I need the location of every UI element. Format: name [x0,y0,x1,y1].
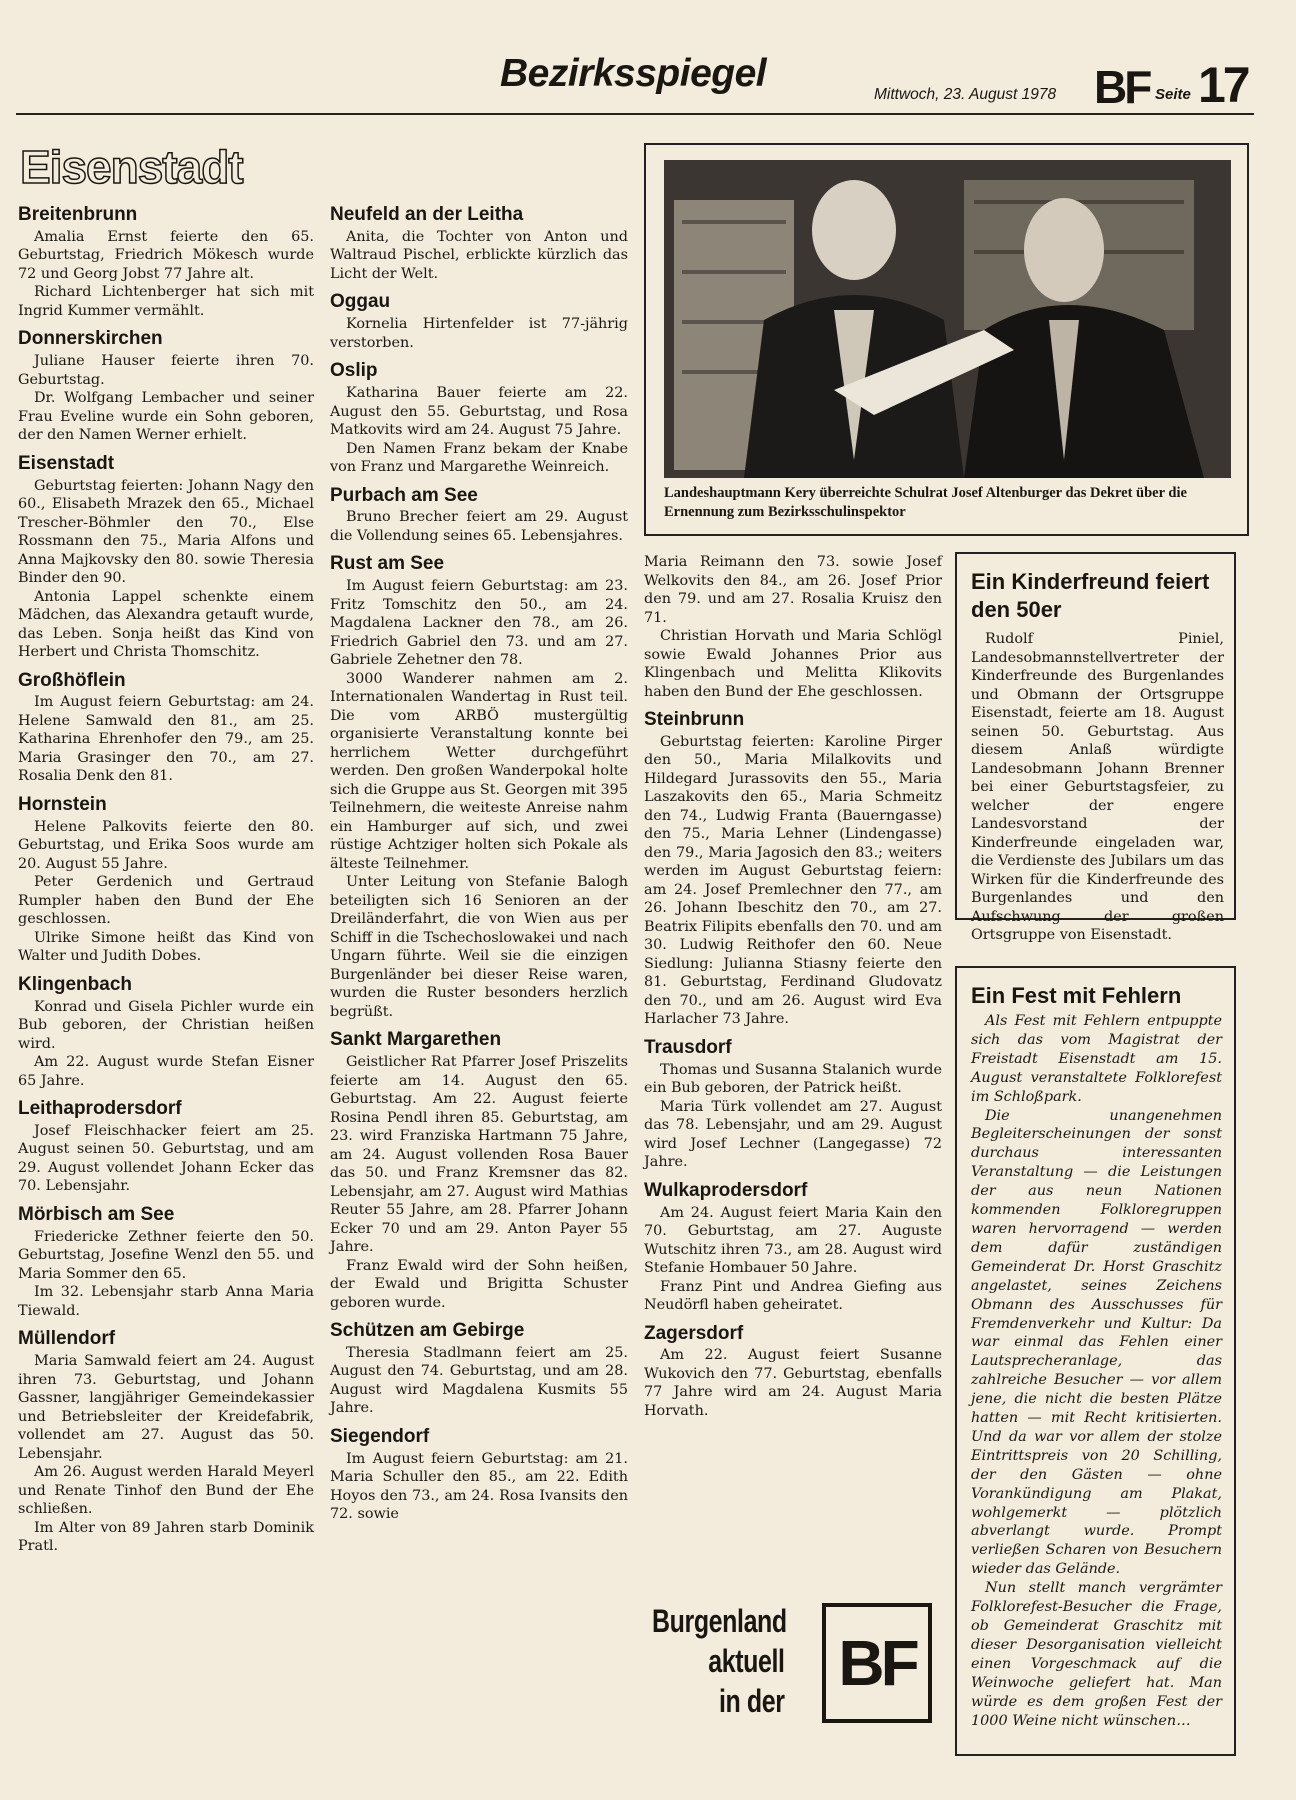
news-section-mörbisch-am-see [18,1204,314,1320]
section-paragraph: Im Alter von 89 Jahren starb Dominik Pratl. [18,1519,314,1555]
section-paragraph: Christian Horvath und Maria Schlögl sowie Ewald Johannes Prior aus Klingenbach und Melitta Klikovits haben den Bund der Ehe geschlossen. [644,628,942,700]
section-heading: Trausdorf [644,1036,732,1058]
section-heading: Zagersdorf [644,1322,744,1344]
news-section-purbach-am-see [330,485,628,546]
section-paragraph: Konrad und Gisela Pichler wurde ein Bub geboren, der Christian heißen wird. [18,998,314,1052]
section-heading: Donnerskirchen [18,328,163,350]
ad-line: in der [718,1683,785,1719]
section-paragraph: Am 22. August wurde Stefan Eisner 65 Jahre. [18,1054,314,1089]
news-section-continued [644,553,942,701]
news-section-leithaprodersdorf [18,1098,314,1196]
section-heading: Wulkaprodersdorf [644,1179,808,1201]
news-section-donnerskirchen [18,328,314,444]
news-section-großhöflein [18,670,314,786]
photo-box [644,143,1249,536]
advertisement [644,1601,940,1731]
section-heading: Schützen am Gebirge [330,1320,525,1342]
section-paragraph: Maria Samwald feiert am 24. August ihren 73. Geburtstag, und Johann Gassner, langjähriger Gemeindekassier und Betriebsleiter der Kreidefabrik, vollendet am 27. August das 50. Lebensjahr. [18,1353,314,1462]
section-heading: Rust am See [330,553,445,575]
section-paragraph: Dr. Wolfgang Lembacher und seiner Frau Eveline wurde ein Sohn geboren, der den Namen Werner erhielt. [18,390,314,444]
region-title: Eisenstadt [20,141,243,193]
column-3 [644,553,942,1428]
news-section-sankt-margarethen [330,1029,628,1312]
section-paragraph: Franz Ewald wird der Sohn heißen, der Ewald und Brigitta Schuster geboren wurde. [330,1257,628,1311]
section-paragraph: Maria Reimann den 73. sowie Josef Welkovits den 84., am 26. Josef Prior den 79. und am 27. Rosalia Kruisz den 71. [644,554,942,626]
section-paragraph: Den Namen Franz bekam der Knabe von Franz und Margarethe Weinreich. [330,440,628,476]
section-paragraph: Richard Lichtenberger hat sich mit Ingrid Kummer vermählt. [18,284,314,319]
fest-paragraph: Als Fest mit Fehlern entpuppte sich das vom Magistrat der Freistadt Eisenstadt am 15. August veranstaltete Folklorefest im Schloßpark. [971,1013,1222,1105]
section-paragraph: Unter Leitung von Stefanie Balogh beteiligten sich 16 Senioren an der Dreiländerfahrt, die von Wien aus per Schiff in die Tschechoslowakei und nach Ungarn führte. Weil sie die einzigen Burgenländer bei dieser Reise waren, wurden die Ruster besonders herzlich begrüßt. [330,874,628,1020]
section-paragraph: Am 26. August werden Harald Meyerl und Renate Tinhof den Bund der Ehe schließen. [18,1464,314,1518]
section-paragraph: Im 32. Lebensjahr starb Anna Maria Tiewald. [18,1284,314,1319]
kinderfreund-box [955,552,1236,943]
section-heading: Purbach am See [330,484,478,506]
page-number: 17 [1198,57,1248,113]
section-title: Bezirksspiegel [500,52,767,95]
section-paragraph: Josef Fleischhacker feiert am 25. August seinen 50. Geburtstag, und am 29. August vollendet Johann Ecker das 70. Lebensjahr. [18,1122,314,1195]
section-heading: Oggau [330,291,391,313]
news-section-breitenbrunn [18,204,314,320]
fest-title: Ein Fest mit Fehlern [971,983,1182,1008]
section-paragraph: Geburtstag feierten: Karoline Pirger den 50., Maria Milalkovits und Hildegard Jurassovits den 55., Maria Laszakovits den 65., Maria Schmeitz den 74., Ludwig Franta (Bauerngasse) den 75., Maria Lehner (Lindengasse) den 79., Maria Jagosich den 83.; weiters werden im August Geburtstag feiern: am 24. Josef Premlechner den 77., am 26. Johann Ibeschitz den 70., am 27. Beatrix Filipits ebenfalls den 70. und am 30. Ludwig Reithofer den 60. Neue Siedlung: Julianna Stiasny feierte den 81. Geburtstag, Ferdinand Gludovatz den 70., und am 26. August wird Eva Harlacher 73 Jahre. [644,733,942,1028]
section-paragraph: Franz Pint und Andrea Giefing aus Neudörfl haben geheiratet. [644,1278,942,1314]
section-paragraph: Antonia Lappel schenkte einem Mädchen, das Alexandra getauft wurde, das Leben. Sonja heißt das Kind von Herbert und Christa Thomschitz. [18,588,314,661]
section-heading: Hornstein [18,793,107,815]
section-heading: Mörbisch am See [18,1203,175,1225]
section-heading: Breitenbrunn [18,204,138,225]
fest-paragraph: Nun stellt manch vergrämter Folklorefest-Besucher die Frage, ob Gemeinderat Graschitz mit dieser Desorganisation vielleicht einen Vorgeschmack auf die Weinwoche geliefert hat. Man würde es dem großen Fest der 1000 Weine nicht wünschen… [971,1580,1222,1729]
section-heading: Siegendorf [330,1425,430,1447]
section-paragraph: Ulrike Simone heißt das Kind von Walter und Judith Dobes. [18,929,314,965]
news-section-zagersdorf [644,1323,942,1421]
paper-logo: BF [1094,61,1150,113]
ad-line: Burgenland [652,1603,787,1639]
press-photo [664,160,1231,478]
news-section-klingenbach [18,974,314,1090]
section-paragraph: Helene Palkovits feierte den 80. Geburtstag, und Erika Soos wurde am 20. August 55 Jahre. [18,818,314,872]
section-paragraph: Am 24. August feiert Maria Kain den 70. Geburtstag, am 27. Auguste Wutschitz ihren 73., am 28. August wird Stefanie Hombauer 50 Jahre. [644,1204,942,1277]
section-paragraph: Peter Gerdenich und Gertraud Rumpler haben den Bund der Ehe geschlossen. [18,874,314,928]
column-2 [330,200,628,1532]
section-paragraph: Thomas und Susanna Stalanich wurde ein Bub geboren, der Patrick heißt. [644,1061,942,1097]
fest-box [955,966,1236,1756]
section-paragraph: Amalia Ernst feierte den 65. Geburtstag, Friedrich Mökesch wurde 72 und Georg Jobst 77 Jahre alt. [18,228,314,282]
column-1 [18,200,314,1564]
section-paragraph: Juliane Hauser feierte ihren 70. Geburtstag. [18,353,314,388]
fest-paragraph: Die unangenehmen Begleiterscheinungen der sonst durchaus interessanten Veranstaltung — die Leistungen der aus neun Nationen kommenden Folkloregruppen waren hervorragend — werden dem dafür zuständigen Gemeinderat Dr. Horst Graschitz angelastet, seines Zeichens Obmann des Ausschusses für Fremdenverkehr und Kultur: Da war einmal das Fehlen einer Lautsprecheranlage, das zahlreiche Besucher — vor allem jene, die nicht die besten Plätze hatten — mit Recht kritisierten. Und da war vor allem der stolze Eintrittspreis von 20 Schilling, der den Gästen — ohne Vorankündigung am Plakat, wohlgemerkt — plötzlich abverlangt wurde. Prompt verließen Scharen von Besuchern wieder das Gelände. [971,1107,1222,1578]
section-heading: Neufeld an der Leitha [330,204,524,225]
header-divider [16,113,1254,115]
section-heading: Eisenstadt [18,452,115,474]
ad-slogan [652,1601,785,1721]
section-paragraph: Anita, die Tochter von Anton und Waltraud Pischel, erblickte kürzlich das Licht der Welt. [330,228,628,282]
news-section-eisenstadt [18,453,314,662]
section-paragraph: Geburtstag feierten: Johann Nagy den 60., Elisabeth Mrazek den 65., Michael Trescher-Böhmler den 70., Else Rossmann den 75., Maria Alfons und Anna Majkovsky den 80. sowie Theresia Binder den 90. [18,477,314,587]
section-paragraph: Im August feiern Geburtstag: am 21. Maria Schuller den 85., am 22. Edith Hoyos den 73., am 24. Rosa Ivansits den 72. sowie [330,1450,628,1523]
section-paragraph: Maria Türk vollendet am 27. August das 78. Lebensjahr, und am 29. August wird Josef Lechner (Langegasse) 72 Jahre. [644,1098,942,1171]
section-heading: Leithaprodersdorf [18,1098,182,1120]
section-heading: Müllendorf [18,1328,116,1350]
section-paragraph: Im August feiern Geburtstag: am 23. Fritz Tomschitz den 50., am 24. Magdalena Lackner den 78., am 26. Friedrich Gabriel den 73. und am 27. Gabriele Zehetner den 78. [330,578,628,669]
section-heading: Großhöflein [18,669,126,691]
section-paragraph: Am 22. August feiert Susanne Wukovich den 77. Geburtstag, ebenfalls 77 Jahre wird am 24. August Maria Horvath. [644,1347,942,1419]
kinderfreund-title: Ein Kinderfreund feiert den 50er [971,569,1210,622]
section-paragraph: Geistlicher Rat Pfarrer Josef Priszelits feierte am 14. August den 65. Geburtstag. Am 22. August feierte Rosina Pendl ihren 85. Geburtstag, am 23. wird Franziska Hartmann 75 Jahre, am 24. August vollenden Rosa Bauer das 50. und Franz Kremsner das 82. Lebensjahr, am 27. August wird Mathias Reuter 55 Jahre, am 28. Pfarrer Johann Ecker 70 und am 29. Anton Payer 55 Jahre. [330,1054,628,1256]
news-section-trausdorf [644,1037,942,1172]
section-paragraph: Katharina Bauer feierte am 22. August den 55. Geburtstag, und Rosa Matkovits wird am 24. August 75 Jahre. [330,385,628,439]
news-section-müllendorf [18,1328,314,1555]
news-section-steinbrunn [644,709,942,1029]
section-paragraph: 3000 Wanderer nahmen am 2. Internationalen Wandertag in Rust teil. Die vom ARBÖ mustergültig organisierte Veranstaltung konnte bei herrlichem Wetter durchgeführt werden. Den großen Wanderpokal holte sich die Gruppe aus St. Georgen mit 395 Teilnehmern, die weiteste Anreise nahm ein Hamburger auf sich, und zwei rüstige Achtziger holten sich Pokale als älteste Teilnehmer. [330,670,628,872]
issue-date: Mittwoch, 23. August 1978 [874,86,1057,103]
photo-caption: Landeshauptmann Kery überreichte Schulrat Josef Altenburger das Dekret über die Ernennung zum Bezirksschulinspektor [664,485,1187,520]
kinderfreund-text: Rudolf Piniel, Landesobmannstellvertreter der Kinderfreunde des Burgenlandes und Obmann der Ortsgruppe Eisenstadt, feierte am 18. August seinen 50. Geburtstag. Aus diesem Anlaß würdigte Landesobmann Johann Brenner bei einer Geburtstagsfeier, zu welcher der engere Landesvorstand der Kinderfreunde eingeladen war, die Verdienste des Jubilars um das Wirken für die Kinderfreunde des Burgenlandes und den Aufschwung der großen Ortsgruppe von Eisenstadt. [971,631,1224,943]
news-section-schützen-am-gebirge [330,1320,628,1418]
section-paragraph: Theresia Stadlmann feiert am 25. August den 74. Geburtstag, und am 28. August wird Magdalena Kusmits 55 Jahre. [330,1344,628,1417]
section-heading: Oslip [330,360,378,382]
ad-line: aktuell [708,1643,785,1679]
seite-label: Seite [1155,86,1191,103]
section-heading: Sankt Margarethen [330,1029,502,1051]
news-section-siegendorf [330,1426,628,1524]
section-paragraph: Friedericke Zethner feierte den 50. Geburtstag, Josefine Wenzl den 55. und Maria Sommer den 65. [18,1228,314,1282]
news-section-wulkaprodersdorf [644,1180,942,1315]
section-paragraph: Im August feiern Geburtstag: am 24. Helene Samwald den 81., am 25. Katharina Ehrenhofer den 79., am 25. Maria Grasinger den 70., am 27. Rosalia Denk den 81. [18,694,314,785]
section-heading: Steinbrunn [644,709,745,730]
photo-illustration [664,160,1231,478]
news-section-hornstein [18,794,314,966]
section-paragraph: Kornelia Hirtenfelder ist 77-jährig verstorben. [330,316,628,351]
news-section-oslip [330,360,628,476]
news-section-rust-am-see [330,553,628,1021]
news-section-neufeld-an-der-leitha [330,204,628,283]
ad-logo: BF [822,1603,932,1723]
section-paragraph: Bruno Brecher feiert am 29. August die Vollendung seines 65. Lebensjahres. [330,509,628,544]
news-section-oggau [330,291,628,352]
section-heading: Klingenbach [18,973,133,995]
